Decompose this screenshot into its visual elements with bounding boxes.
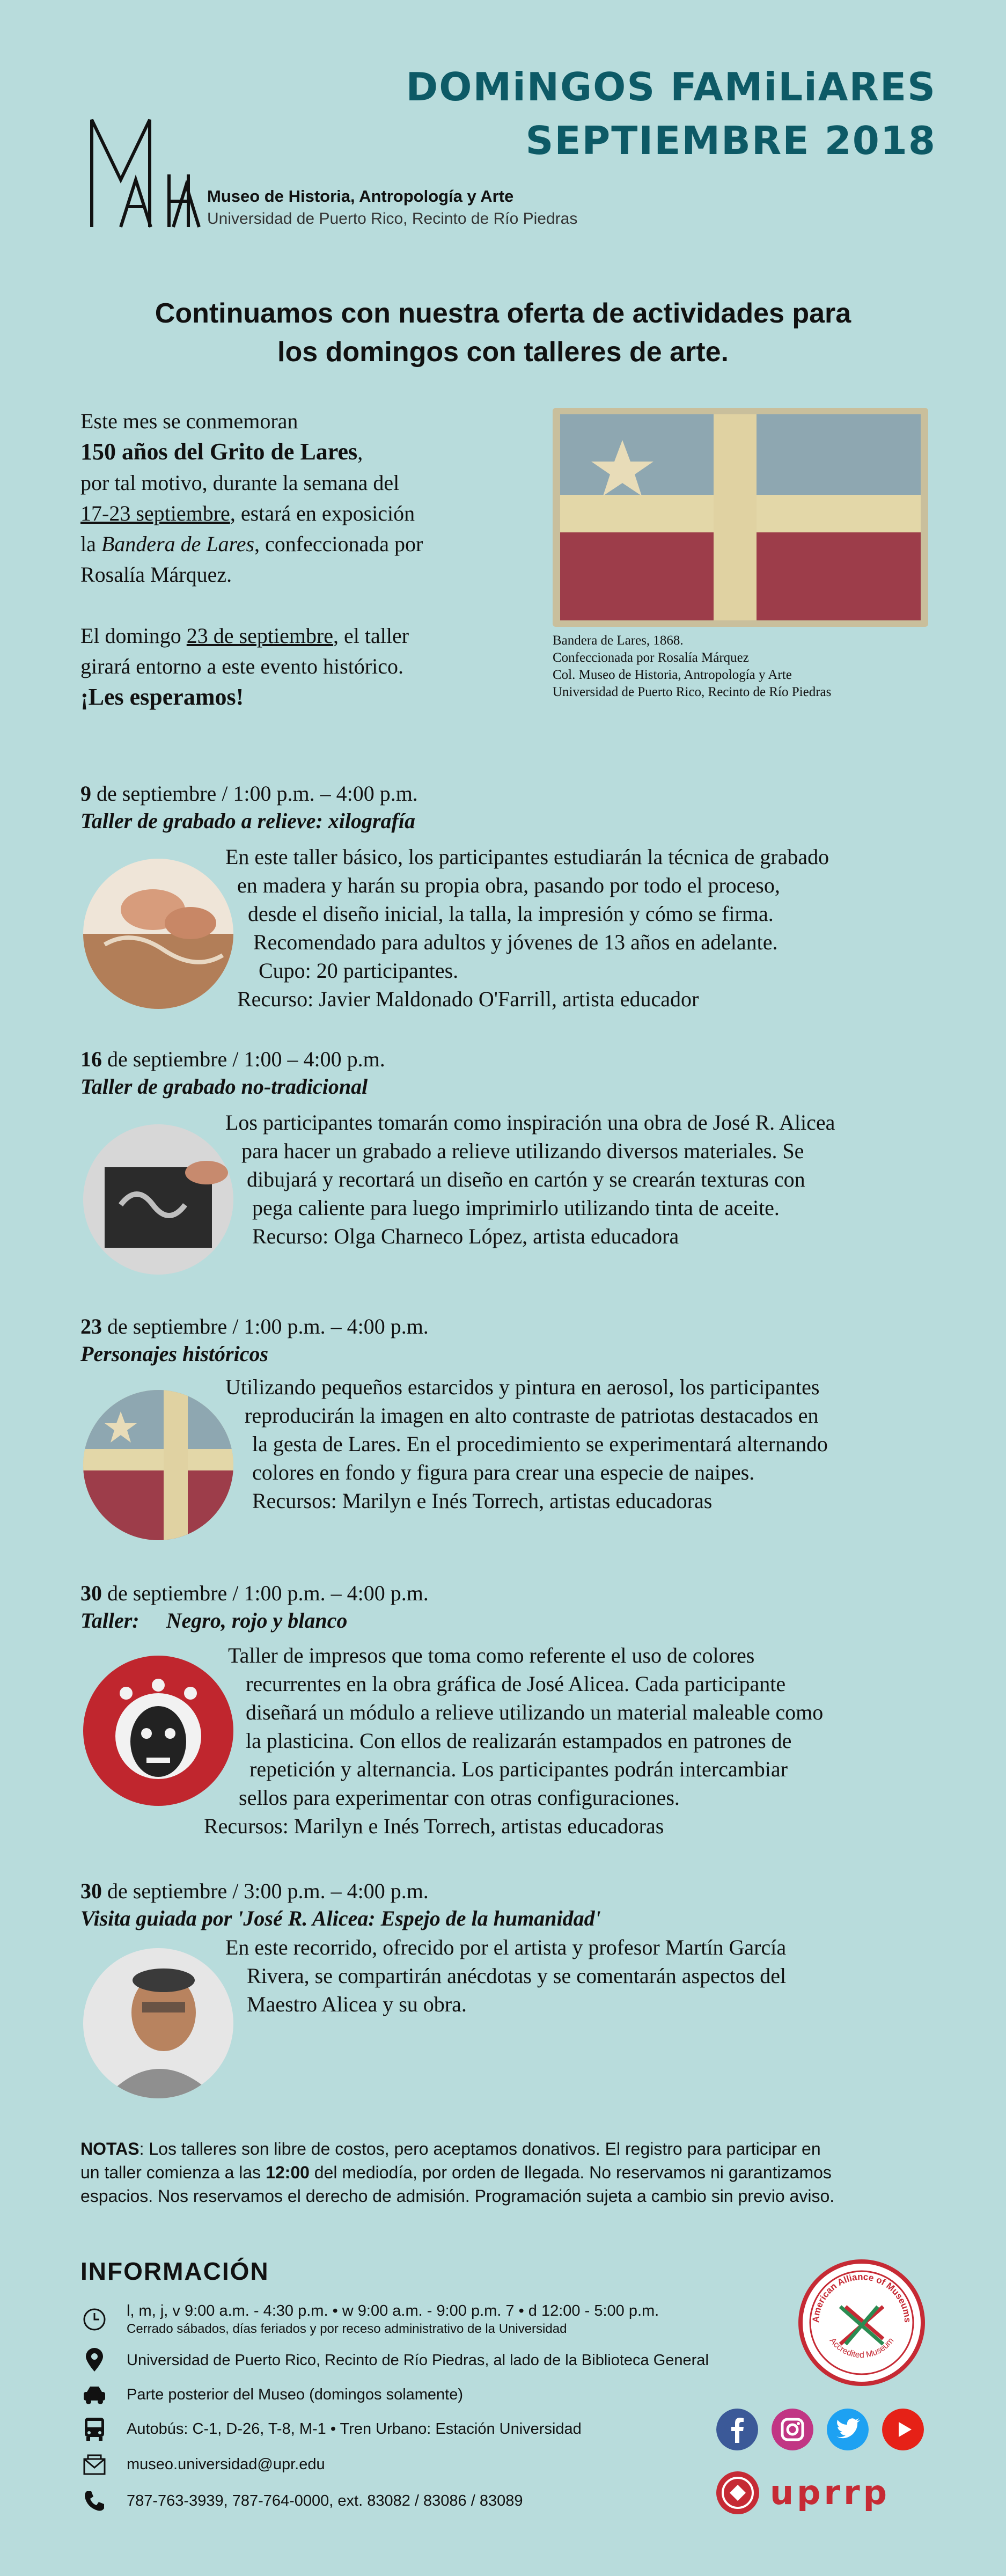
info-hours: l, m, j, v 9:00 a.m. - 4:30 p.m. • w 9:00 a.m. - 9:00 p.m. 7 • d 12:00 - 5:00 p.m. Cerrado sábados, días feriados y por receso administrativo de la Universidad [80,2302,659,2337]
facebook-icon[interactable] [716,2409,758,2450]
phone-icon [80,2487,108,2515]
event-date: 30 de septiembre / 3:00 p.m. – 4:00 p.m. [80,1879,429,1903]
event-2-description: Los participantes tomarán como inspiración una obra de José R. Alicea para hacer un grabado a relieve utilizando diversos materiales. Se dibujará y recortará un diseño en cartón y se crearán texturas con pega caliente para luego imprimirlo utilizando tinta de aceite. Recurso: Olga Charneco López, artista educadora [225,1110,835,1248]
notes-paragraph: NOTAS: Los talleres son libre de costos, pero aceptamos donativos. El registro para participar en un taller comienza a las 12:00 del mediodía, por orden de llegada. No reservamos ni garantizamos espacios. Nos reservamos el derecho de admisión. Programación sujeta a cambio sin previo aviso. [80,2139,835,2206]
flag-caption: Bandera de Lares, 1868. Confeccionada por Rosalía Márquez Col. Museo de Historia, Antropología y Arte Universidad de Puerto Rico, Recinto de Río Piedras [553,633,832,699]
info-phone: 787-763-3939, 787-764-0000, ext. 83082 / 83086 / 83089 [80,2487,523,2515]
info-email: museo.universidad@upr.edu [80,2450,325,2478]
event-3-photo [83,1390,233,1540]
page-title-line1: DOMiNGOS FAMiLiARES [406,64,936,109]
event-4-description: Taller de impresos que toma como referente el uso de colores recurrentes en la obra gráfica de José Alicea. Cada participante diseñará un módulo a relieve utilizando un material maleable como la plasticina. Con ellos de realizarán estampados en patrones de repetición y alternancia. Los participantes podrán intercambiar sellos para experimentar con otras configuraciones. Recursos: Marilyn e Inés Torrech, artistas educadoras [204,1643,824,1838]
event-2 [80,1046,385,1099]
twitter-icon[interactable] [827,2409,869,2450]
event-1-photo [83,859,233,1009]
map-pin-icon [80,2346,108,2374]
info-parking: Parte posterior del Museo (domingos solamente) [80,2381,463,2409]
event-5-description: En este recorrido, ofrecido por el artista y profesor Martín García Rivera, se compartirán anécdotas y se comentarán aspectos del Maestro Alicea y su obra. [225,1935,787,2016]
event-date: 16 de septiembre / 1:00 – 4:00 p.m. [80,1047,385,1071]
page-title-line2: SEPTIEMBRE 2018 [525,118,936,163]
event-5 [80,1878,601,1931]
event-date: 9 de septiembre / 1:00 p.m. – 4:00 p.m. [80,781,418,806]
info-heading: INFORMACIÓN [80,2257,269,2285]
maha-logo [89,115,201,228]
lead-paragraph: Este mes se conmemoran 150 años del Grito de Lares, por tal motivo, durante la semana del 17-23 septiembre, estará en exposición la Bandera de Lares, confeccionada por Rosalía Márquez. El domingo 23 de septiembre, el taller girará entorno a este evento histórico. ¡Les esperamos! [80,409,423,710]
event-date: 30 de septiembre / 1:00 p.m. – 4:00 p.m. [80,1581,429,1605]
event-title: Visita guiada por 'José R. Alicea: Espejo de la humanidad' [80,1906,601,1930]
event-3 [80,1314,429,1366]
info-transit: Autobús: C-1, D-26, T-8, M-1 • Tren Urbano: Estación Universidad [80,2415,582,2443]
event-4 [80,1580,429,1633]
intro-heading: Continuamos con nuestra oferta de actividades para los domingos con talleres de arte. [155,298,851,368]
event-1-description: En este taller básico, los participantes estudiarán la técnica de grabado en madera y harán su propia obra, pasando por todo el proceso, desde el diseño inicial, la talla, la impresión y cómo se firma. Recomendado para adultos y jóvenes de 13 años en adelante. Cupo: 20 participantes. Recurso: Javier Maldonado O'Farrill, artista educador [225,845,829,1011]
museum-subtitle: Universidad de Puerto Rico, Recinto de Río Piedras [207,210,578,228]
email-icon [80,2450,108,2478]
svg-text:American Alliance of Museums: American Alliance of Museums [810,2271,913,2323]
clock-icon [80,2306,108,2333]
event-title: Taller: Negro, rojo y blanco [80,1608,348,1633]
info-address: Universidad de Puerto Rico, Recinto de Río Piedras, al lado de la Biblioteca General [80,2346,709,2374]
event-title: Personajes históricos [80,1342,269,1366]
svg-text:uprrp: uprrp [770,2473,891,2512]
youtube-icon[interactable] [882,2409,924,2450]
car-icon [80,2381,108,2409]
museum-name: Museo de Historia, Antropología y Arte [207,187,514,206]
event-2-photo [83,1124,233,1275]
bus-icon [80,2415,108,2443]
instagram-icon[interactable] [772,2409,813,2450]
uprrp-logo [714,2469,939,2517]
event-3-description: Utilizando pequeños estarcidos y pintura en aerosol, los participantes reproducirán la imagen en alto contraste de patriotas destacados en la gesta de Lares. En el procedimiento se experimentará alternando colores en fondo y figura para crear una especie de naipes. Recursos: Marilyn e Inés Torrech, artistas educadoras [225,1375,828,1513]
svg-text:Accredited Museum: Accredited Museum [827,2336,896,2360]
event-date: 23 de septiembre / 1:00 p.m. – 4:00 p.m. [80,1314,429,1338]
aam-accredited-seal [798,2259,925,2386]
lares-flag-image [553,408,928,627]
event-title: Taller de grabado no-tradicional [80,1074,368,1099]
event-title: Taller de grabado a relieve: xilografía [80,809,415,833]
event-5-photo [83,1948,233,2098]
event-1 [80,781,418,833]
